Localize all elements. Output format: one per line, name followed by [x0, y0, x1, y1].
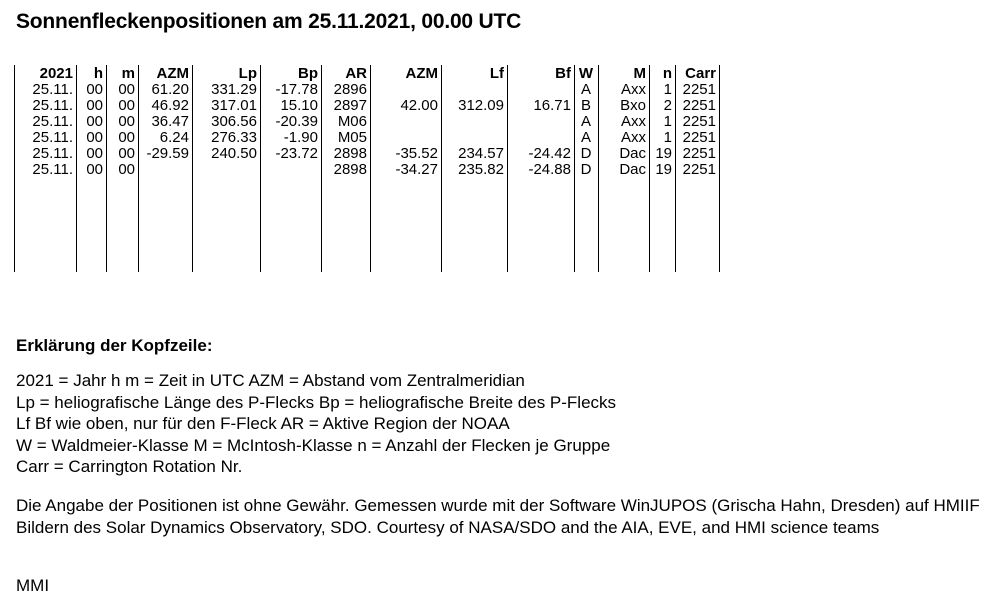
table-cell: -24.42 — [508, 146, 575, 162]
table-row — [15, 130, 720, 146]
disclaimer-text: Die Angabe der Positionen ist ohne Gewähr. Gemessen wurde mit der Software WinJUPOS (Grischa Hahn, Dresden) auf HMIIF Bildern des Solar Dynamics Observatory, SDO. Courtesy of NASA/SDO and the AIA, EVE, and HMI science teams — [16, 496, 980, 537]
table-cell — [508, 130, 575, 146]
table-cell: 6.24 — [139, 130, 193, 146]
table-cell: 25.11. — [15, 98, 77, 114]
table-cell — [371, 82, 442, 98]
table-cell: 42.00 — [371, 98, 442, 114]
table-cell: -24.88 — [508, 162, 575, 178]
explanation-heading: Erklärung der Kopfzeile: — [16, 336, 213, 355]
col-year: 2021 — [15, 65, 77, 82]
table-cell: 2896 — [322, 82, 371, 98]
table-cell: 2898 — [322, 162, 371, 178]
table-cell: 317.01 — [193, 98, 261, 114]
table-cell: 61.20 — [139, 82, 193, 98]
table-row — [15, 98, 720, 114]
table-cell: D — [575, 162, 599, 178]
table-cell: 46.92 — [139, 98, 193, 114]
table-cell: 2898 — [322, 146, 371, 162]
table-cell: 2 — [650, 98, 676, 114]
table-cell: 00 — [77, 130, 107, 146]
table-row — [15, 82, 720, 98]
table-cell: 00 — [107, 146, 139, 162]
table-cell: 240.50 — [193, 146, 261, 162]
table-cell: 16.71 — [508, 98, 575, 114]
table-cell: 2251 — [676, 146, 720, 162]
col-lf: Lf — [442, 65, 508, 82]
table-cell: A — [575, 82, 599, 98]
table-cell: 2251 — [676, 130, 720, 146]
table-cell: 234.57 — [442, 146, 508, 162]
col-hour: h — [77, 65, 107, 82]
table-cell: 00 — [107, 98, 139, 114]
table-cell: M06 — [322, 114, 371, 130]
table-cell: 00 — [107, 114, 139, 130]
table-cell: Dac — [599, 146, 650, 162]
table-cell: 25.11. — [15, 82, 77, 98]
table-cell: 312.09 — [442, 98, 508, 114]
table-cell: 19 — [650, 146, 676, 162]
table-cell: Axx — [599, 82, 650, 98]
table-cell — [442, 82, 508, 98]
col-bf: Bf — [508, 65, 575, 82]
table-cell: 00 — [77, 82, 107, 98]
table-cell: M05 — [322, 130, 371, 146]
explanation-line: W = Waldmeier-Klasse M = McIntosh-Klasse n = Anzahl der Flecken je Gruppe — [16, 435, 611, 455]
table-cell: 235.82 — [442, 162, 508, 178]
table-cell — [442, 114, 508, 130]
table-cell: 00 — [107, 162, 139, 178]
table-cell: Dac — [599, 162, 650, 178]
table-cell — [139, 162, 193, 178]
page-title: Sonnenfleckenpositionen am 25.11.2021, 00.00 UTC — [16, 10, 522, 33]
table-cell: 25.11. — [15, 146, 77, 162]
col-w: W — [575, 65, 599, 82]
table-row — [15, 114, 720, 130]
table-row — [15, 146, 720, 162]
table-cell: 15.10 — [261, 98, 322, 114]
table-cell: -17.78 — [261, 82, 322, 98]
table-cell: 25.11. — [15, 130, 77, 146]
table-cell: 2251 — [676, 98, 720, 114]
col-lp: Lp — [193, 65, 261, 82]
signature: MMI — [16, 576, 50, 595]
explanation-line: Lf Bf wie oben, nur für den F-Fleck AR = Aktive Region der NOAA — [16, 414, 510, 434]
explanation-block — [16, 370, 616, 478]
explanation-line: 2021 = Jahr h m = Zeit in UTC AZM = Abstand vom Zentralmeridian — [16, 371, 525, 390]
table-cell: 2897 — [322, 98, 371, 114]
table-cell: 36.47 — [139, 114, 193, 130]
col-minute: m — [107, 65, 139, 82]
sunspot-table — [14, 65, 720, 272]
table-cell — [508, 114, 575, 130]
table-filler-row — [15, 178, 720, 272]
explanation-line: Lp = heliografische Länge des P-Flecks Bp = heliografische Breite des P-Flecks — [16, 392, 617, 412]
table-cell: Axx — [599, 130, 650, 146]
table-cell: Axx — [599, 114, 650, 130]
table-cell: A — [575, 114, 599, 130]
table-cell: 25.11. — [15, 114, 77, 130]
table-cell — [371, 114, 442, 130]
col-n: n — [650, 65, 676, 82]
table-cell: 1 — [650, 114, 676, 130]
table-cell: -1.90 — [261, 130, 322, 146]
table-cell — [442, 130, 508, 146]
table-cell: -34.27 — [371, 162, 442, 178]
table-cell: A — [575, 130, 599, 146]
table-header-row — [15, 65, 720, 82]
table-cell: 2251 — [676, 162, 720, 178]
table-cell: 1 — [650, 82, 676, 98]
col-azm-f: AZM — [371, 65, 442, 82]
col-m: M — [599, 65, 650, 82]
table-cell: 25.11. — [15, 162, 77, 178]
table-cell: 00 — [77, 146, 107, 162]
table-cell: 00 — [77, 162, 107, 178]
table-cell: 00 — [107, 82, 139, 98]
table-cell — [193, 162, 261, 178]
table-row — [15, 162, 720, 178]
table-cell: 276.33 — [193, 130, 261, 146]
table-cell: B — [575, 98, 599, 114]
col-azm-p: AZM — [139, 65, 193, 82]
table-cell: -20.39 — [261, 114, 322, 130]
table-cell: 331.29 — [193, 82, 261, 98]
table-cell: Bxo — [599, 98, 650, 114]
table-cell — [508, 82, 575, 98]
table-cell: -23.72 — [261, 146, 322, 162]
table-cell: 19 — [650, 162, 676, 178]
table-cell — [261, 162, 322, 178]
explanation-line: Carr = Carrington Rotation Nr. — [16, 457, 243, 477]
table-cell: 00 — [77, 114, 107, 130]
table-cell: 1 — [650, 130, 676, 146]
table-cell: D — [575, 146, 599, 162]
table-cell: 2251 — [676, 114, 720, 130]
table-cell — [371, 130, 442, 146]
table-cell: 306.56 — [193, 114, 261, 130]
col-ar: AR — [322, 65, 371, 82]
table-cell: -29.59 — [139, 146, 193, 162]
table-cell: 2251 — [676, 82, 720, 98]
col-carr: Carr — [676, 65, 720, 82]
table-cell: 00 — [77, 98, 107, 114]
table-cell: 00 — [107, 130, 139, 146]
col-bp: Bp — [261, 65, 322, 82]
table-cell: -35.52 — [371, 146, 442, 162]
